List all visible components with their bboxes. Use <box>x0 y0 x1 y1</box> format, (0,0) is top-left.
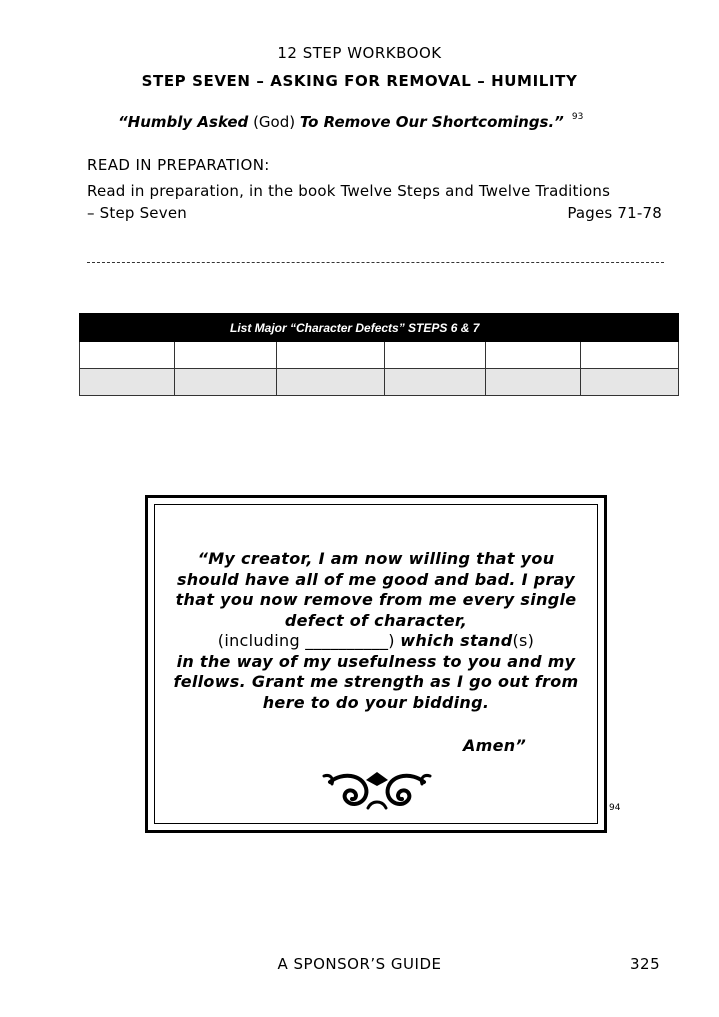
scroll-ornament-icon <box>322 770 432 812</box>
table-cell[interactable] <box>486 369 581 396</box>
table-cell[interactable] <box>581 369 679 396</box>
table-cell[interactable] <box>581 342 679 369</box>
footnote-93: 93 <box>571 112 584 122</box>
page-number: 325 <box>630 955 661 973</box>
table-cell[interactable] <box>175 342 277 369</box>
table-cell[interactable] <box>385 342 486 369</box>
footnote-94: 94 <box>609 803 621 813</box>
table-cell[interactable] <box>385 369 486 396</box>
table-cell[interactable] <box>486 342 581 369</box>
prayer-line: here to do your bidding. <box>262 692 490 712</box>
read-heading: READ IN PREPARATION: <box>87 156 270 174</box>
table-cell[interactable] <box>277 369 385 396</box>
read-line-1: Read in preparation, in the book Twelve Steps and Twelve Traditions <box>87 182 611 200</box>
prayer-text <box>150 549 602 713</box>
prayer-line: (including __________) which stand(s) <box>217 631 535 650</box>
table-cell[interactable] <box>175 369 277 396</box>
prayer-line: fellows. Grant me strength as I go out from <box>173 672 579 691</box>
read-line-2 <box>87 204 662 222</box>
table-row <box>80 369 679 396</box>
footer-title: A SPONSOR’S GUIDE <box>277 955 442 973</box>
table-cell[interactable] <box>80 369 175 396</box>
read-step-label: – Step Seven <box>87 204 187 222</box>
table-cell[interactable] <box>80 342 175 369</box>
prayer-line: in the way of my usefulness to you and my <box>176 651 576 671</box>
table-cell[interactable] <box>277 342 385 369</box>
dashed-divider <box>87 262 664 263</box>
quote-open: “Humbly Asked <box>118 113 249 131</box>
prayer-amen: Amen” <box>463 736 527 755</box>
table-header: List Major “Character Defects” STEPS 6 & 7 <box>80 314 679 342</box>
read-pages: Pages 71-78 <box>567 204 662 222</box>
quote-middle: (God) <box>248 113 300 131</box>
workbook-header: 12 STEP WORKBOOK <box>277 44 442 62</box>
quote-close: To Remove Our Shortcomings.” <box>299 113 564 131</box>
character-defects-table <box>79 313 679 396</box>
prayer-line: that you now remove from me every single <box>175 590 577 609</box>
prayer-line: “My creator, I am now willing that you <box>197 549 555 568</box>
table-row <box>80 342 679 369</box>
prayer-line: should have all of me good and bad. I pray <box>176 569 576 589</box>
step-quote <box>118 112 583 131</box>
prayer-line: defect of character, <box>284 610 468 630</box>
step-title: STEP SEVEN – ASKING FOR REMOVAL – HUMILITY <box>141 72 578 90</box>
